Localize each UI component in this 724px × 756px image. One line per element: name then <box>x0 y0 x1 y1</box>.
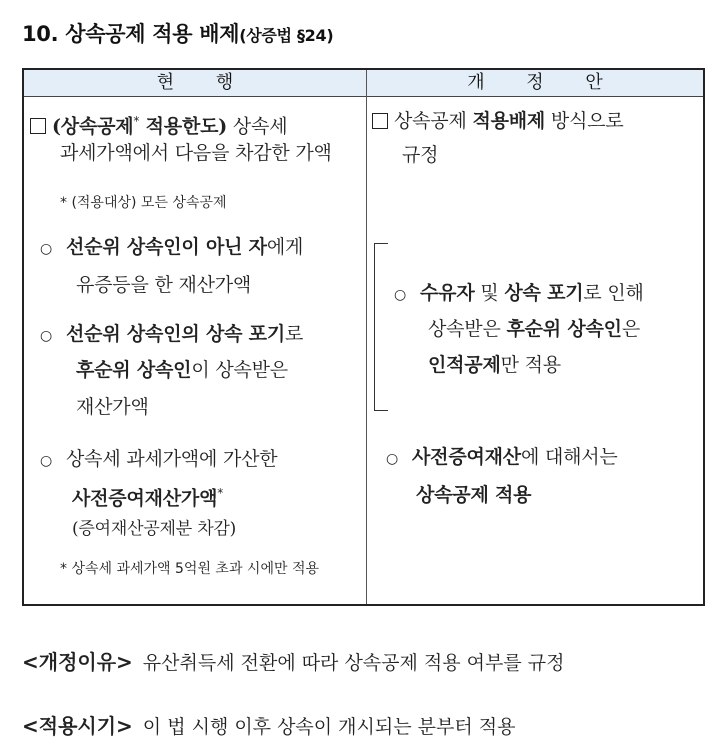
proposed-bullet2-line2: 상속공제 적용 <box>416 484 532 506</box>
revision-reason-text: 유산취득세 전환에 따라 상속공제 적용 여부를 규정 <box>142 652 565 674</box>
comparison-table <box>22 68 705 606</box>
current-bullet2-line3: 재산가액 <box>76 396 149 418</box>
current-item1-line2: 과세가액에서 다음을 차감한 가액 <box>60 142 332 164</box>
section-title <box>22 18 333 48</box>
proposed-bullet1-line1: ○ 수유자 및 상속 포기로 인해 <box>394 282 644 304</box>
current-bullet3-line2: 사전증여재산가액* <box>72 486 224 510</box>
square-checkbox-icon <box>30 118 46 134</box>
circle-bullet-icon: ○ <box>394 287 407 303</box>
header-current: 현 행 <box>156 72 252 93</box>
current-bullet3-line3: (증여재산공제분 차감) <box>72 519 237 539</box>
proposed-bullet2-line1: ○ 사전증여재산에 대해서는 <box>386 446 618 468</box>
table-header <box>24 70 703 97</box>
proposed-item1-line1: 상속공제 적용배제 방식으로 <box>372 106 624 136</box>
circle-bullet-icon: ○ <box>40 328 53 344</box>
section-title-main: 10. 상속공제 적용 배제 <box>22 22 240 46</box>
circle-bullet-icon: ○ <box>40 453 53 469</box>
proposed-bullet1-line3: 인적공제만 적용 <box>428 354 561 376</box>
header-proposed: 개 정 안 <box>467 72 621 93</box>
square-checkbox-icon <box>372 113 388 129</box>
section-title-ref: (상증법 §24) <box>239 26 334 45</box>
grouping-bracket <box>374 243 388 411</box>
current-bullet1-line2: 유증등을 한 재산가액 <box>76 274 252 296</box>
revision-reason <box>22 646 564 675</box>
proposed-bullet1-line2: 상속받은 후순위 상속인은 <box>428 318 640 340</box>
current-note1: * (적용대상) 모든 상속공제 <box>60 195 227 211</box>
current-bullet3-line1: ○ 상속세 과세가액에 가산한 <box>40 448 278 470</box>
current-bullet1-line1: ○ 선순위 상속인이 아닌 자에게 <box>40 236 304 258</box>
proposed-item1-line2: 규정 <box>402 144 439 166</box>
effective-date <box>22 710 515 739</box>
current-bullet2-line1: ○ 선순위 상속인의 상속 포기로 <box>40 323 304 345</box>
circle-bullet-icon: ○ <box>386 451 399 467</box>
column-divider <box>366 70 367 604</box>
effective-date-label: <적용시기> <box>22 714 133 738</box>
revision-reason-label: <개정이유> <box>22 650 133 674</box>
effective-date-text: 이 법 시행 이후 상속이 개시되는 분부터 적용 <box>142 716 516 738</box>
current-item1-line1: (상속공제* 적용한도) 상속세 <box>30 106 287 141</box>
current-bullet2-line2: 후순위 상속인이 상속받은 <box>76 359 288 381</box>
circle-bullet-icon: ○ <box>40 241 53 257</box>
current-note2: * 상속세 과세가액 5억원 초과 시에만 적용 <box>60 561 319 577</box>
